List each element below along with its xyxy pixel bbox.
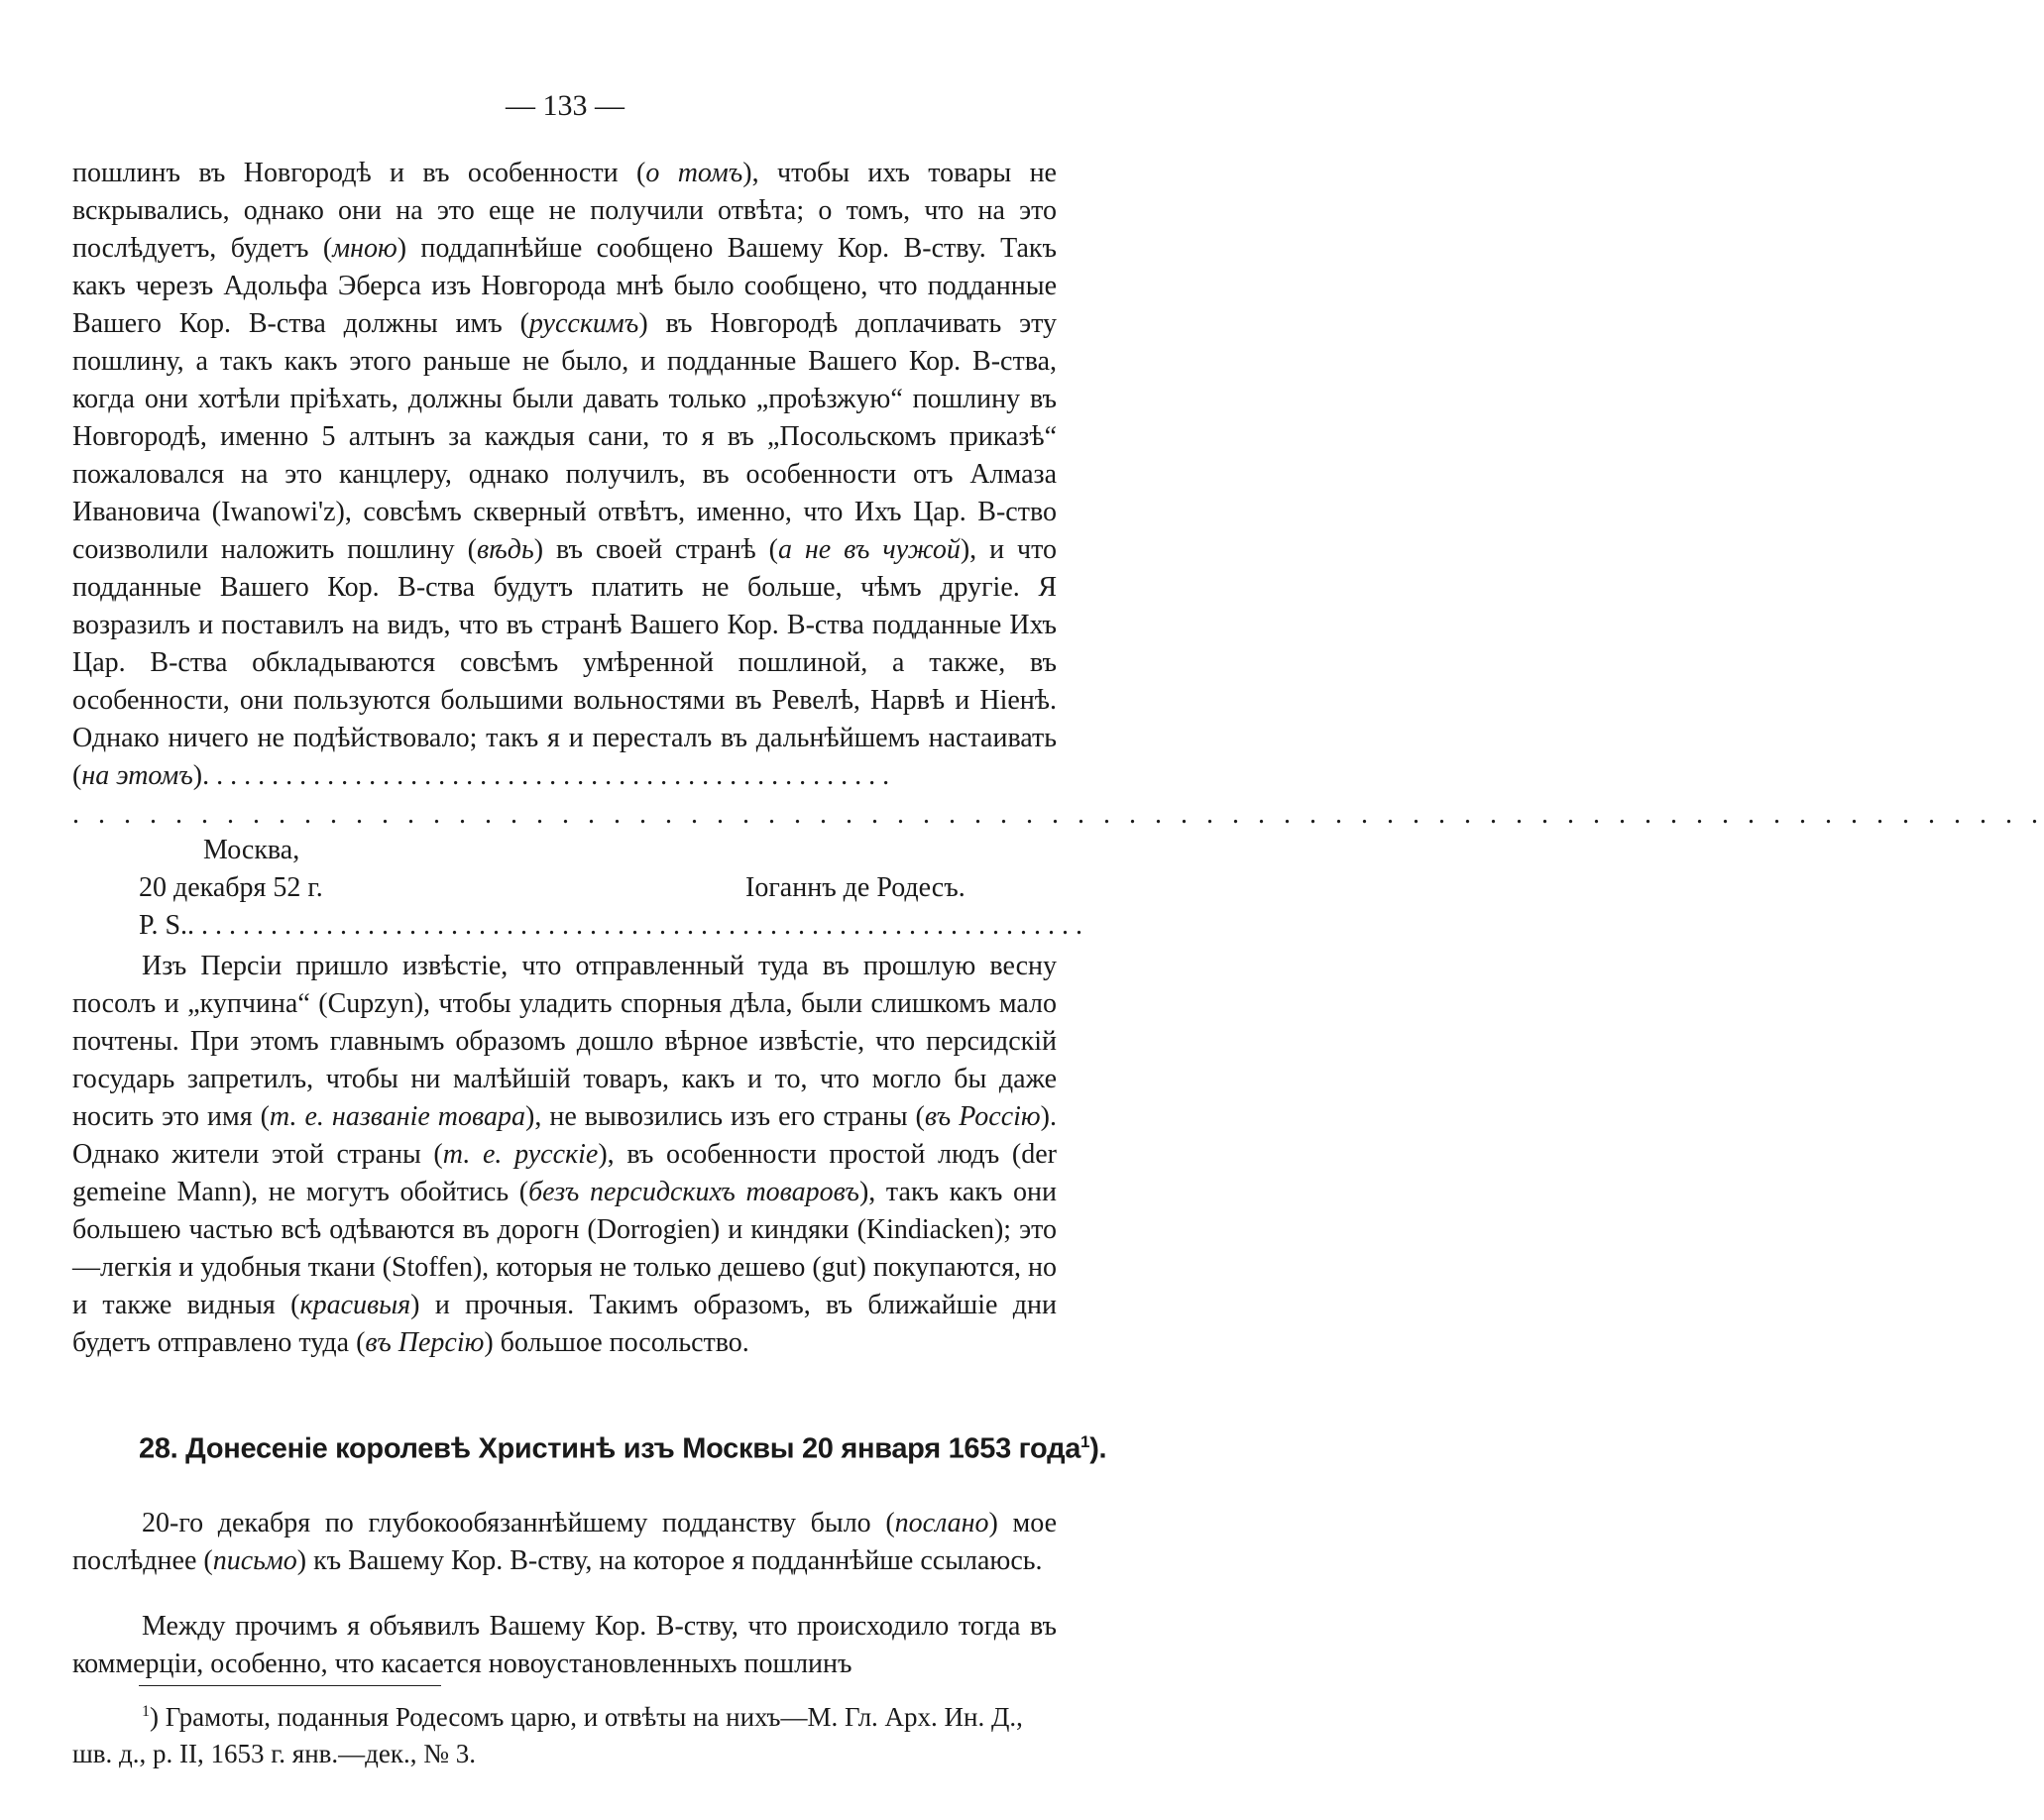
text-run: ) въ Новгородѣ доплачивать эту пошлину, а такъ какъ этого раньше не было, и подданные Вашего Кор. В-ства, когда они хотѣли пріѣхать, должны были давать только „проѣзжую“ пошлину въ Новгородѣ, именно 5 алтынъ за каждыя сани, то я въ „Посольскомъ приказѣ“ пожаловался на это канцлеру, однако получилъ, въ особенности отъ Алмаза Ивановича (Iwanowi'z), совсѣмъ скверный отвѣтъ, именно, что Ихъ Цар. В-ство соизволили наложить пошлину ( — [72, 308, 1058, 565]
italic-run: въ Персію — [365, 1327, 485, 1358]
text-run: ) и прочныя. Такимъ образомъ, въ ближайшіе дни будетъ отправлено туда ( — [72, 1290, 1057, 1358]
postscript-label-line — [139, 910, 1083, 942]
heading-tail: ). — [1089, 1432, 1107, 1465]
italic-run: вѣдь — [476, 534, 534, 565]
text-run: ), чтобы ихъ товары не вскрывались, однако они на это еще не получили отвѣта; о томъ, что на это послѣдуетъ, будетъ ( — [72, 158, 1057, 264]
text-run: ) большое посольство. — [484, 1327, 749, 1358]
dots: . . . . . . . . . . . . . . . . . . . . . . . . . . . . . . . . . . . . . . . . . . . . . . . . . . . . . . . . . . . . . . . . . — [187, 910, 1083, 941]
footnote-divider — [139, 1685, 441, 1686]
text-run: ) мое послѣднее ( — [72, 1508, 1057, 1576]
italic-run: а не въ чужой — [777, 534, 961, 565]
italic-run: русскимъ — [528, 308, 639, 339]
text-run: пошлинъ въ Новгородѣ и въ особенности ( — [72, 158, 646, 188]
text-run: ), не вывозились изъ его страны ( — [525, 1101, 925, 1132]
text-run: Изъ Персіи пришло извѣстіе, что отправленный туда въ прошлую весну посолъ и „купчина“ (Cupzyn), чтобы уладить спорныя дѣла, были слишкомъ мало почтены. При этомъ главнымъ образомъ дошло вѣрное извѣстіе, что персидскій государь запретилъ, чтобы ни малѣйшій товаръ, какъ и то, что могло бы даже носить это имя ( — [72, 951, 1057, 1132]
italic-run: красивыя — [299, 1290, 411, 1320]
italic-run: безъ персидскихъ товаровъ — [528, 1177, 859, 1207]
text-run: ), такъ какъ они большею частью всѣ одѣваются въ дорогн (Dorrogien) и киндяки (Kindiacken); это—легкія и удобныя ткани (Stoffen), которыя не только дешево (gut) покупаются, но и также видныя ( — [72, 1177, 1057, 1320]
paragraph-text — [72, 155, 1057, 795]
paragraph-customs-complaint — [72, 155, 1057, 795]
section-heading — [139, 1432, 1107, 1466]
paragraph-text — [72, 948, 1057, 1362]
signature-date: 20 декабря 52 г. — [139, 872, 323, 903]
paragraph-december-letter — [72, 1505, 1057, 1580]
text-run: ) въ своей странѣ ( — [533, 534, 778, 565]
text-run: ), въ особенности простой людъ (der gemeine Mann), не могутъ обойтись ( — [72, 1139, 1057, 1207]
dots: . . . . . . . . . . . . . . . . . . . . . . . . . . . . . . . . . . . . . . . . . . . . . . . . . . . . . . . . . . . . . . . . . . . . . . . . . . . . . — [72, 799, 2044, 830]
italic-run: послано — [894, 1508, 989, 1538]
footnote-indent — [72, 1702, 142, 1732]
signature-name: Іоганнъ де Родесъ. — [745, 872, 965, 903]
text-run: ) поддапнѣйше сообщено Вашему Кор. В-ству. Такъ какъ черезъ Адольфа Эберса изъ Новгорода мнѣ было сообщено, что подданные Вашего Кор. В-ства должны имъ ( — [72, 233, 1057, 339]
footnote-marker: 1 — [142, 1703, 150, 1720]
ellipsis-line — [72, 796, 2044, 834]
heading-text: 28. Донесеніе королевѣ Христинѣ изъ Москвы 20 января 1653 года — [139, 1432, 1081, 1465]
italic-run: т. е. названіе товара — [269, 1101, 525, 1132]
italic-run: въ Россію — [924, 1101, 1041, 1132]
text-run: ). Однако жители этой страны ( — [72, 1101, 1057, 1170]
text-run: ) — [192, 760, 203, 791]
paragraph-commerce — [72, 1608, 1057, 1683]
italic-run: т. е. русскіе — [442, 1139, 599, 1170]
paragraph-text: Между прочимъ я объявилъ Вашему Кор. В-ству, что происходило тогда въ коммерціи, особенно, что касается новоустановленныхъ пошлинъ — [72, 1611, 1057, 1679]
italic-run: письмо — [212, 1545, 297, 1576]
paragraph-text — [72, 1505, 1057, 1580]
signature-place: Москва, — [203, 835, 300, 865]
italic-run: мною — [332, 233, 397, 264]
text-run: ), и что подданные Вашего Кор. В-ства будутъ платить не больше, чѣмъ другіе. Я возразилъ и поставилъ на видъ, что въ странѣ Вашего Кор. В-ства подданные Ихъ Цар. В-ства обкладываются совсѣмъ умѣренной пошлиной, а также, въ особенности, они пользуются большими вольностями въ Ревелѣ, Нарвѣ и Ніенѣ. Однако ничего не подѣйствовало; такъ я и пересталъ въ дальнѣйшемъ настаивать ( — [72, 534, 1057, 791]
footnote-marker: 1 — [1080, 1432, 1090, 1451]
page-number: — 133 — — [506, 89, 625, 122]
postscript-paragraph — [72, 948, 1057, 1362]
postscript-label: P. S. — [139, 910, 188, 941]
footnote — [72, 1693, 1057, 1772]
trailing-dots: . . . . . . . . . . . . . . . . . . . . . . . . . . . . . . . . . . . . . . . . . . . . . . . . . . — [202, 760, 890, 791]
italic-run: о томъ — [645, 158, 743, 188]
footnote-text: ) Грамоты, поданныя Родесомъ царю, и отвѣты на нихъ—М. Гл. Арх. Ин. Д., шв. д., р. II, 1653 г. янв.—дек., № 3. — [72, 1702, 1023, 1768]
text-run: ) къ Вашему Кор. В-ству, на которое я подданнѣйше ссылаюсь. — [296, 1545, 1043, 1576]
italic-run: на этомъ — [81, 760, 193, 791]
text-run: 20-го декабря по глубокообязаннѣйшему подданству было ( — [142, 1508, 895, 1538]
